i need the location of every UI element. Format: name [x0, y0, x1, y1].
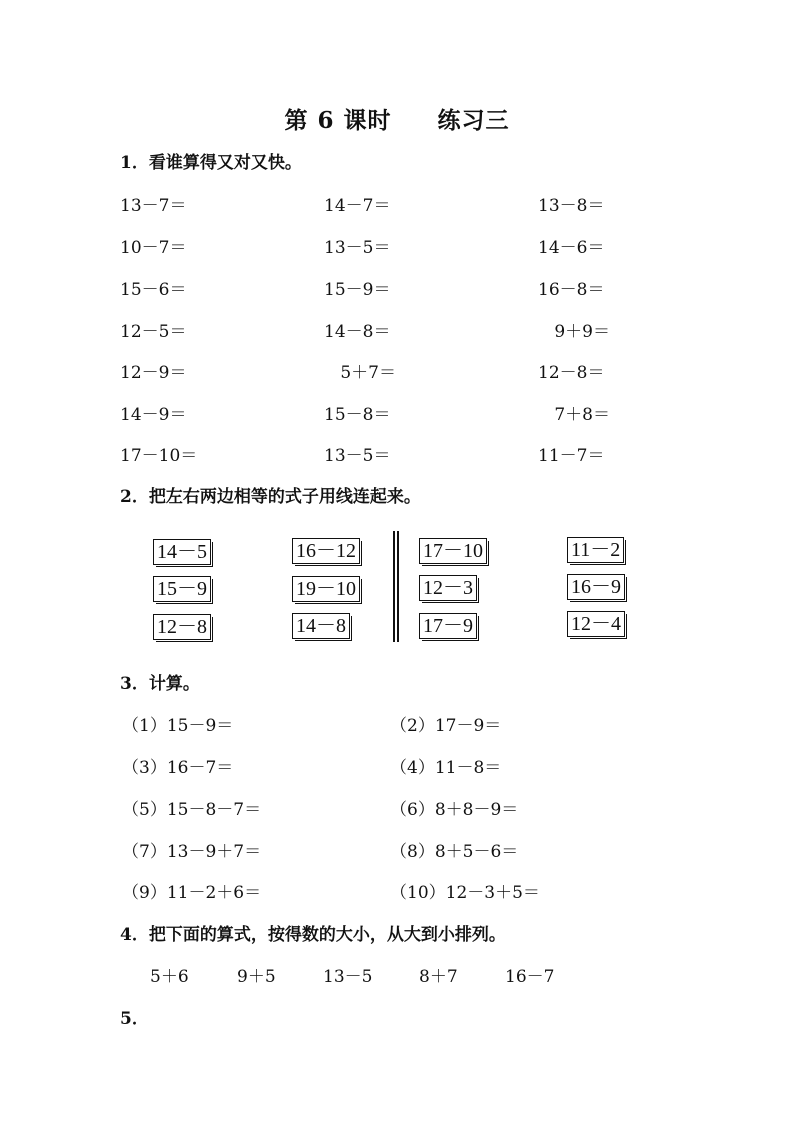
q3-problem: （4）11－8＝ [390, 758, 502, 778]
q3-heading: 3．计算。 [120, 674, 200, 694]
divider-line [397, 531, 399, 642]
q4-expression: 16－7 [505, 967, 555, 987]
q1-cell: 13－5＝ [324, 238, 391, 258]
lesson-name: 练习三 [437, 107, 510, 134]
q1-cell: 9＋9＝ [554, 322, 610, 342]
q1-cell: 11－7＝ [538, 446, 605, 466]
q1-cell: 13－5＝ [324, 446, 391, 466]
q1-cell: 12－9＝ [120, 363, 187, 383]
q1-cell: 7＋8＝ [554, 405, 610, 425]
q3-problem: （1）15－9＝ [122, 716, 234, 736]
expression-box[interactable]: 17－9 [419, 613, 477, 639]
q1-cell: 14－9＝ [120, 405, 187, 425]
q1-heading: 1．看谁算得又对又快。 [120, 153, 302, 173]
q1-cell: 13－7＝ [120, 196, 187, 216]
page-title [0, 102, 794, 135]
q1-cell: 16－8＝ [538, 280, 605, 300]
q1-cell: 15－6＝ [120, 280, 187, 300]
expression-box[interactable]: 12－3 [419, 575, 477, 601]
q4-expression: 13－5 [323, 967, 373, 987]
q3-problem: （7）13－9＋7＝ [122, 842, 262, 862]
q1-cell: 14－7＝ [324, 196, 391, 216]
expression-box[interactable]: 12－8 [153, 614, 211, 640]
q3-problem: （9）11－2＋6＝ [122, 883, 262, 903]
q1-cell: 5＋7＝ [340, 363, 396, 383]
q3-problem: （8）8＋5－6＝ [390, 842, 519, 862]
q1-cell: 14－6＝ [538, 238, 605, 258]
q3-problem: （6）8＋8－9＝ [390, 800, 519, 820]
q4-expression: 5＋6 [150, 967, 189, 987]
q1-cell: 15－9＝ [324, 280, 391, 300]
expression-box[interactable]: 16－9 [567, 574, 625, 600]
q3-problem: （2）17－9＝ [390, 716, 502, 736]
q5-heading: 5． [120, 1009, 149, 1029]
expression-box[interactable]: 14－8 [292, 613, 350, 639]
q3-problem: （10）12－3＋5＝ [390, 883, 540, 903]
q1-cell: 17－10＝ [120, 446, 198, 466]
q1-cell: 10－7＝ [120, 238, 187, 258]
q3-problem: （5）15－8－7＝ [122, 800, 262, 820]
q1-cell: 12－8＝ [538, 363, 605, 383]
expression-box[interactable]: 12－4 [567, 611, 625, 637]
q3-problem: （3）16－7＝ [122, 758, 234, 778]
expression-box[interactable]: 16－12 [292, 538, 360, 564]
q1-cell: 15－8＝ [324, 405, 391, 425]
q1-cell: 13－8＝ [538, 196, 605, 216]
q2-heading: 2．把左右两边相等的式子用线连起来。 [120, 487, 421, 507]
divider-line [393, 531, 395, 642]
expression-box[interactable]: 17－10 [419, 538, 487, 564]
q1-cell: 12－5＝ [120, 322, 187, 342]
expression-box[interactable]: 15－9 [153, 576, 211, 602]
expression-box[interactable]: 11－2 [567, 537, 624, 563]
q4-expression: 9＋5 [237, 967, 276, 987]
expression-box[interactable]: 19－10 [292, 576, 360, 602]
expression-box[interactable]: 14－5 [153, 539, 211, 565]
lesson-number: 第 6 课时 [284, 107, 392, 134]
q4-expression: 8＋7 [419, 967, 458, 987]
q1-cell: 14－8＝ [324, 322, 391, 342]
q4-heading: 4．把下面的算式，按得数的大小，从大到小排列。 [120, 925, 506, 945]
